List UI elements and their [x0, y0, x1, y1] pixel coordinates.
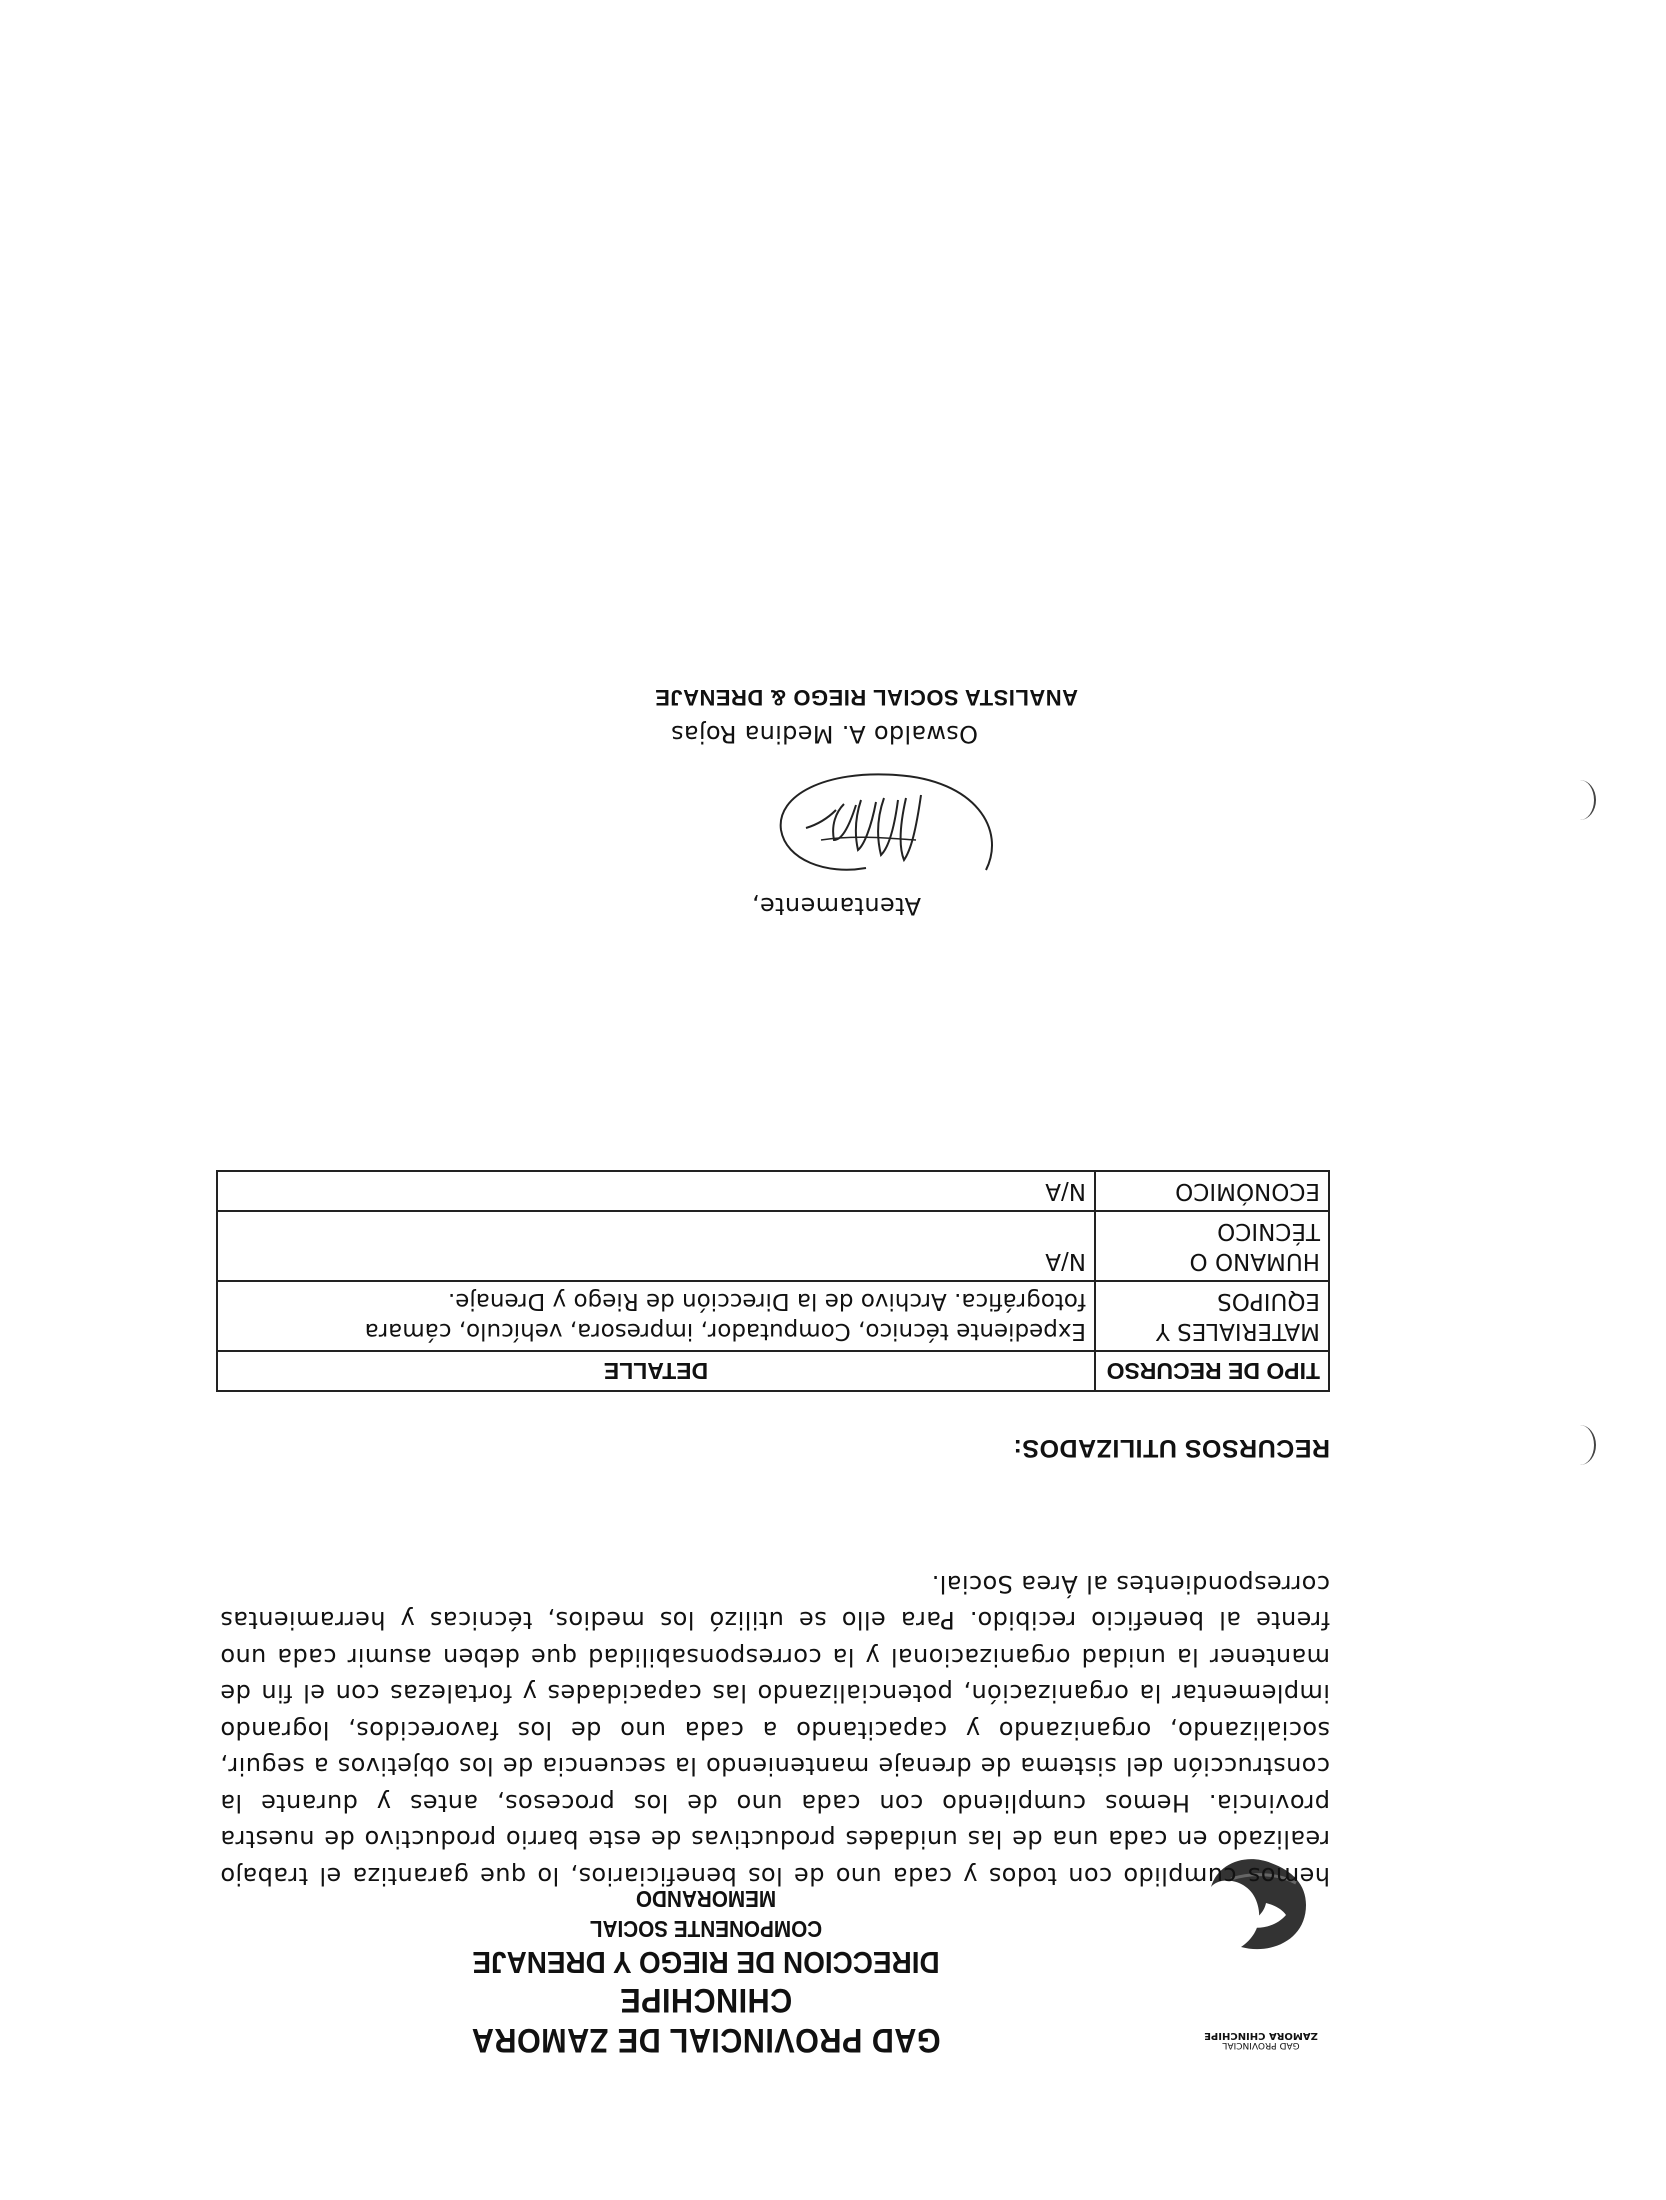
header-type: TIPO DE RECURSO: [1095, 1351, 1329, 1391]
header-detail: DETALLE: [217, 1351, 1095, 1391]
resource-detail: N/A: [217, 1171, 1095, 1211]
table-row: [217, 1281, 1329, 1351]
logo-caption: [1191, 2030, 1331, 2050]
closing-salutation: Atentamente,: [751, 892, 921, 920]
memo-header: [346, 1884, 1066, 2060]
resource-detail: N/A: [217, 1211, 1095, 1281]
header-component: COMPONENTE SOCIAL: [589, 1916, 823, 1942]
punch-hole-mark: [1564, 780, 1596, 820]
table-row: [217, 1171, 1329, 1211]
table-row: [217, 1211, 1329, 1281]
resource-type: MATERIALES Y EQUIPOS: [1095, 1281, 1329, 1351]
body-paragraph: hemos cumplido con todos y cada uno de los beneficiarios, lo que garantiza el trabajo realizado en cada una de las unidades productivas de este barrio productivo de nuestra provincia. Hemos cumpliendo con cada uno de los procesos, antes y durante la construcción del sistema de drenaje manteniendo la secuencia de los objetivos a seguir, socializando, organizando y capacitando a cada uno de los favorecidos, logrando implementar la organización, potencializando las capacidades y fortalezas con el fin de mantener la unidad organizacional y la corresponsabilidad que deben asumir cada uno frente al beneficio recibido. Para ello se utilizó los medios, técnicas y herramientas correspondientes al Área Social.: [220, 1570, 1330, 1890]
signer-name: Oswaldo A. Medina Rojas: [670, 720, 978, 748]
logo-caption-line1: GAD PROVINCIAL: [1222, 2040, 1300, 2050]
header-department: DIRECCION DE RIEGO Y DRENAJE: [472, 1945, 940, 1980]
handwritten-signature: [756, 760, 1016, 890]
resource-type: ECONÓMICO: [1095, 1171, 1329, 1211]
header-institution: GAD PROVINCIAL DE ZAMORA CHINCHIPE: [471, 1981, 941, 2059]
resources-title: RECURSOS UTILIZADOS:: [1013, 1434, 1330, 1462]
resource-detail: Expediente técnico, Computador, impresora, vehículo, cámara fotográfica. Archivo de la Dirección de Riego y Drenaje.: [217, 1281, 1095, 1351]
table-header-row: [217, 1351, 1329, 1391]
signer-title: ANALISTA SOCIAL RIEGO & DRENAJE: [654, 685, 1078, 710]
resource-type: HUMANO O TÉCNICO: [1095, 1211, 1329, 1281]
punch-hole-mark: [1564, 1425, 1596, 1465]
logo-caption-line2: ZAMORA CHINCHIPE: [1204, 2030, 1318, 2041]
resources-table: [216, 1170, 1330, 1392]
header-doc-type: MEMORANDO: [635, 1886, 777, 1912]
